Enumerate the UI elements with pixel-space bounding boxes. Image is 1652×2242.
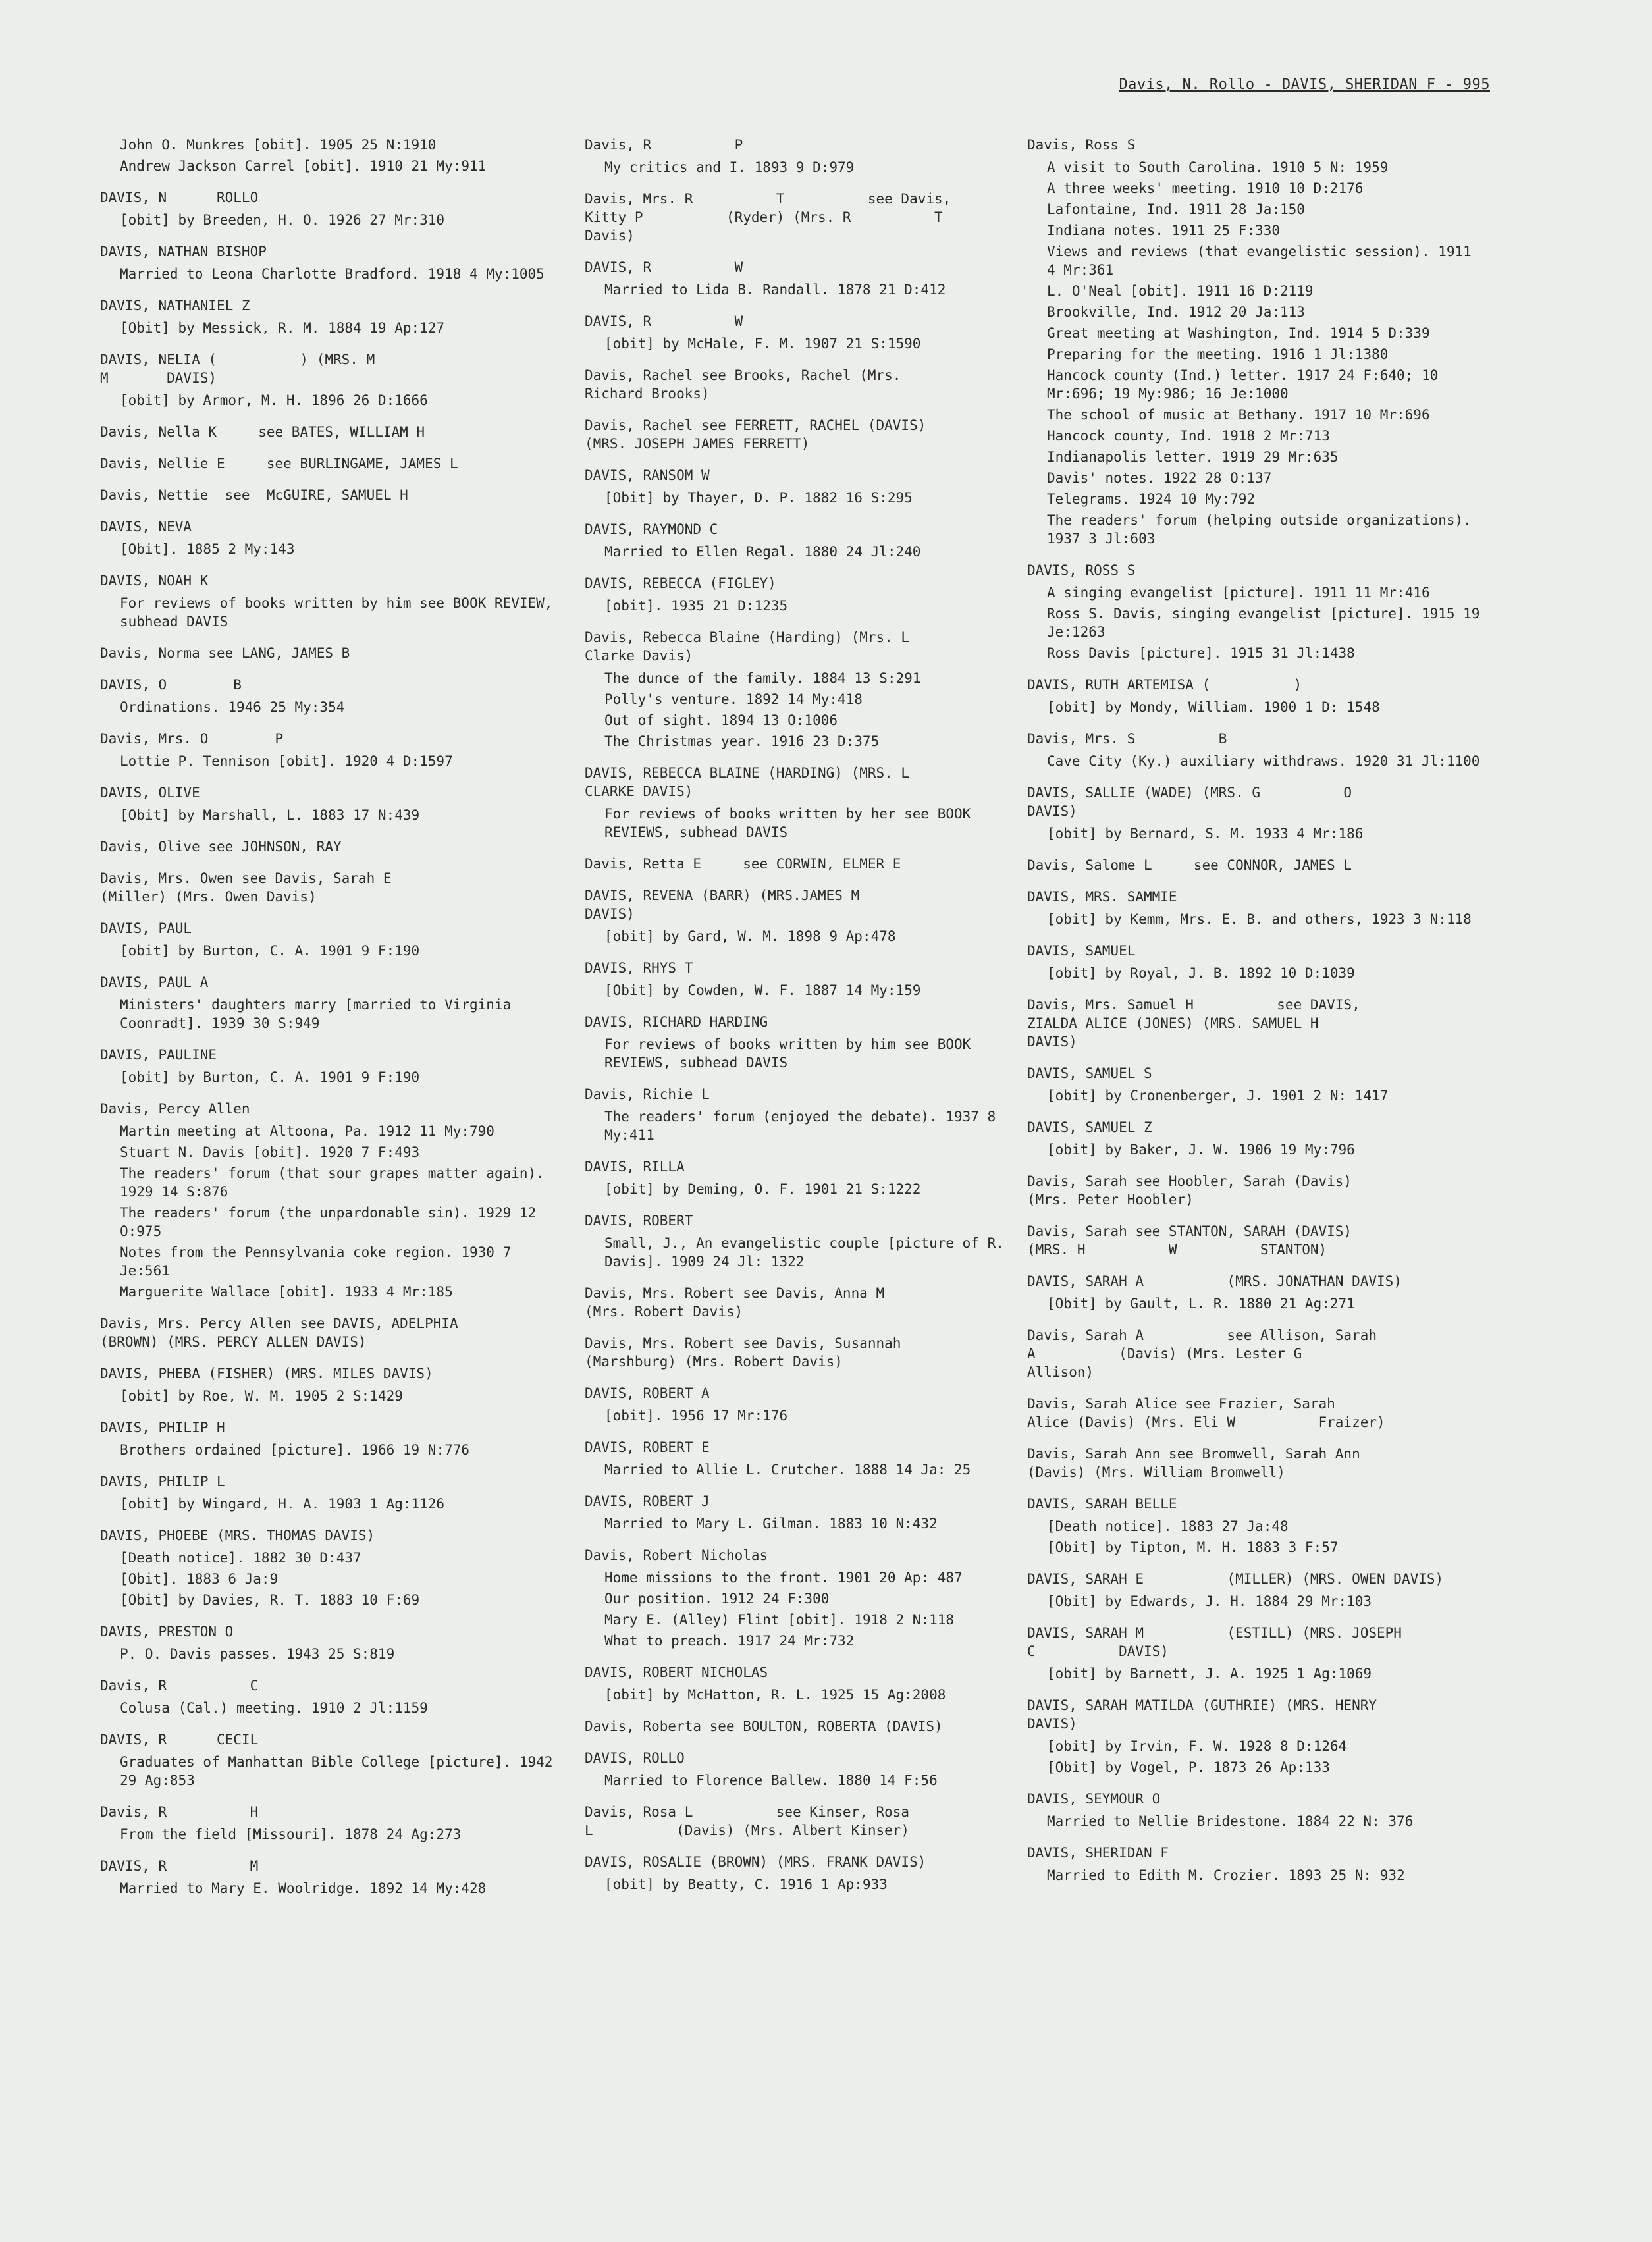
entry-citation: [Death notice]. 1882 30 D:437 bbox=[120, 1550, 361, 1566]
index-entry bbox=[100, 1314, 561, 1351]
index-entry bbox=[585, 1492, 1046, 1533]
index-entry bbox=[1027, 996, 1488, 1051]
index-entry bbox=[1027, 784, 1488, 843]
page-header: Davis, N. Rollo - DAVIS, SHERIDAN F - 995 bbox=[1119, 76, 1490, 93]
index-entry bbox=[1027, 1790, 1488, 1830]
index-entry bbox=[585, 628, 1046, 751]
index-entry bbox=[1027, 730, 1488, 770]
entry-citation: [Obit] by Vogel, P. 1873 26 Ap:133 bbox=[1047, 1759, 1330, 1775]
entry-citation: [obit] by Royal, J. B. 1892 10 D:1039 bbox=[1047, 965, 1355, 981]
index-entry bbox=[100, 644, 561, 662]
index-entry bbox=[1027, 1696, 1488, 1776]
index-entry bbox=[585, 258, 1046, 299]
entry-citation: Brookville, Ind. 1912 20 Ja:113 bbox=[1047, 304, 1305, 320]
index-entry bbox=[100, 136, 561, 175]
entry-citation: The readers' forum (the unpardonable sin). 1929 12 O:975 bbox=[120, 1205, 545, 1239]
entry-citation: [obit] by Kemm, Mrs. E. B. and others, 1923 3 N:118 bbox=[1047, 911, 1472, 927]
entry-heading: DAVIS, RUTH ARTEMISA ( ) bbox=[1027, 677, 1302, 693]
index-entry bbox=[100, 518, 561, 558]
index-entry bbox=[585, 1158, 1046, 1198]
entry-citation: Married to Nellie Bridestone. 1884 22 N: 376 bbox=[1047, 1813, 1414, 1829]
entry-heading: DAVIS, PHEBA (FISHER) (MRS. MILES DAVIS) bbox=[100, 1366, 433, 1381]
entry-heading: Davis, Mrs. Robert see Davis, Susannah (Marshburg) (Mrs. Robert Davis) bbox=[585, 1335, 901, 1370]
entry-citation: [obit] by Wingard, H. A. 1903 1 Ag:1126 bbox=[120, 1496, 445, 1512]
entry-citation: Colusa (Cal.) meeting. 1910 2 Jl:1159 bbox=[120, 1700, 428, 1716]
entry-citation: Our position. 1912 24 F:300 bbox=[604, 1591, 830, 1607]
entry-citation: John O. Munkres [obit]. 1905 25 N:1910 bbox=[120, 137, 437, 153]
entry-heading: Davis, Salome L see CONNOR, JAMES L bbox=[1027, 857, 1352, 873]
entry-heading: DAVIS, SAMUEL bbox=[1027, 943, 1136, 959]
entry-heading: DAVIS, ROBERT A bbox=[585, 1385, 710, 1401]
index-entry bbox=[1027, 942, 1488, 982]
index-entry bbox=[585, 1803, 1046, 1840]
entry-heading: Davis, Mrs. S B bbox=[1027, 731, 1227, 747]
index-entry bbox=[585, 1438, 1046, 1479]
index-entry bbox=[100, 973, 561, 1032]
index-entry bbox=[100, 919, 561, 960]
entry-citation: P. O. Davis passes. 1943 25 S:819 bbox=[120, 1646, 395, 1662]
index-entry bbox=[585, 959, 1046, 1000]
entry-heading: DAVIS, ROBERT J bbox=[585, 1493, 710, 1509]
index-entry bbox=[1027, 1495, 1488, 1557]
entry-citation: The dunce of the family. 1884 13 S:291 bbox=[604, 670, 921, 686]
entry-citation: A singing evangelist [picture]. 1911 11 Mr:416 bbox=[1047, 585, 1430, 601]
entry-citation: [Obit] by Marshall, L. 1883 17 N:439 bbox=[120, 807, 420, 823]
index-entry bbox=[585, 1717, 1046, 1736]
index-entry bbox=[100, 1803, 561, 1844]
index-entry bbox=[100, 188, 561, 229]
entry-heading: Davis, Rebecca Blaine (Harding) (Mrs. L Clarke Davis) bbox=[585, 629, 910, 664]
entry-heading: Davis, Retta E see CORWIN, ELMER E bbox=[585, 856, 901, 872]
entry-citation: [Obit] by Tipton, M. H. 1883 3 F:57 bbox=[1047, 1539, 1339, 1555]
entry-heading: DAVIS, ROSS S bbox=[1027, 562, 1136, 578]
entry-heading: DAVIS, O B bbox=[100, 677, 242, 693]
entry-citation: Indianapolis letter. 1919 29 Mr:635 bbox=[1047, 449, 1339, 465]
entry-citation: Ordinations. 1946 25 My:354 bbox=[120, 699, 345, 715]
index-column-1 bbox=[100, 136, 561, 1911]
entry-citation: [obit] by Burton, C. A. 1901 9 F:190 bbox=[120, 943, 420, 959]
entry-citation: Married to Florence Ballew. 1880 14 F:56 bbox=[604, 1773, 938, 1788]
entry-citation: Small, J., An evangelistic couple [picture of R. Davis]. 1909 24 Jl: 1322 bbox=[604, 1235, 1013, 1269]
entry-heading: DAVIS, ROBERT bbox=[585, 1213, 693, 1229]
entry-heading: DAVIS, REBECCA (FIGLEY) bbox=[585, 575, 776, 591]
entry-heading: DAVIS, REBECCA BLAINE (HARDING) (MRS. L CLARKE DAVIS) bbox=[585, 765, 910, 799]
entry-citation: [obit]. 1935 21 D:1235 bbox=[604, 598, 788, 614]
index-entry bbox=[100, 1046, 561, 1086]
index-entry bbox=[100, 1676, 561, 1717]
entry-citation: Married to Ellen Regal. 1880 24 Jl:240 bbox=[604, 544, 921, 560]
entry-citation: My critics and I. 1893 9 D:979 bbox=[604, 159, 855, 175]
entry-citation: Married to Leona Charlotte Bradford. 1918 4 My:1005 bbox=[120, 266, 545, 282]
entry-heading: Davis, Mrs. Robert see Davis, Anna M (Mrs. Robert Davis) bbox=[585, 1285, 885, 1320]
index-entry bbox=[585, 1334, 1046, 1371]
index-entry bbox=[585, 416, 1046, 453]
entry-citation: [obit] by Bernard, S. M. 1933 4 Mr:186 bbox=[1047, 826, 1364, 841]
entry-heading: DAVIS, PAUL A bbox=[100, 974, 209, 990]
entry-heading: DAVIS, SARAH E (MILLER) (MRS. OWEN DAVIS) bbox=[1027, 1571, 1444, 1587]
entry-citation: Notes from the Pennsylvania coke region. 1930 7 Je:561 bbox=[120, 1244, 520, 1279]
index-entry bbox=[585, 1749, 1046, 1790]
entry-heading: DAVIS, SHERIDAN F bbox=[1027, 1845, 1169, 1861]
index-entry bbox=[1027, 1272, 1488, 1313]
index-entry bbox=[585, 1212, 1046, 1271]
entry-citation: Indiana notes. 1911 25 F:330 bbox=[1047, 223, 1281, 238]
entry-heading: DAVIS, RHYS T bbox=[585, 960, 693, 976]
index-entry bbox=[585, 1663, 1046, 1704]
entry-citation: L. O'Neal [obit]. 1911 16 D:2119 bbox=[1047, 283, 1314, 299]
entry-heading: DAVIS, N ROLLO bbox=[100, 190, 259, 205]
index-entry bbox=[1027, 136, 1488, 548]
index-column-2 bbox=[585, 136, 1046, 1907]
entry-heading: Davis, Rachel see Brooks, Rachel (Mrs. Richard Brooks) bbox=[585, 367, 901, 402]
entry-heading: Davis, Norma see LANG, JAMES B bbox=[100, 645, 350, 661]
entry-citation: [obit] by Deming, O. F. 1901 21 S:1222 bbox=[604, 1181, 921, 1197]
index-entry bbox=[585, 1284, 1046, 1321]
entry-citation: The readers' forum (helping outside organizations). 1937 3 Jl:603 bbox=[1047, 512, 1480, 547]
entry-heading: DAVIS, SAMUEL Z bbox=[1027, 1119, 1152, 1135]
entry-citation: [obit] by Cronenberger, J. 1901 2 N: 1417 bbox=[1047, 1088, 1389, 1104]
index-entry bbox=[585, 1085, 1046, 1144]
index-entry bbox=[100, 242, 561, 283]
entry-heading: DAVIS, PAULINE bbox=[100, 1047, 217, 1063]
entry-citation: Ministers' daughters marry [married to Virginia Coonradt]. 1939 30 S:949 bbox=[120, 997, 520, 1031]
index-entry bbox=[585, 1384, 1046, 1425]
entry-citation: Ross S. Davis, singing evangelist [picture]. 1915 19 Je:1263 bbox=[1047, 606, 1489, 640]
entry-heading: Davis, Sarah see Hoobler, Sarah (Davis) (Mrs. Peter Hoobler) bbox=[1027, 1173, 1352, 1208]
entry-heading: DAVIS, R M bbox=[100, 1858, 259, 1874]
index-entry bbox=[1027, 1570, 1488, 1611]
entry-citation: Lottie P. Tennison [obit]. 1920 4 D:1597 bbox=[120, 753, 453, 769]
index-entry bbox=[1027, 888, 1488, 928]
index-entry bbox=[1027, 1064, 1488, 1105]
entry-citation: Hancock county, Ind. 1918 2 Mr:713 bbox=[1047, 428, 1330, 444]
index-entry bbox=[100, 1857, 561, 1898]
entry-citation: Polly's venture. 1892 14 My:418 bbox=[604, 691, 863, 707]
index-entry bbox=[585, 366, 1046, 403]
index-entry bbox=[100, 1526, 561, 1609]
index-entry bbox=[100, 869, 561, 906]
entry-heading: Davis, Ross S bbox=[1027, 137, 1136, 153]
entry-citation: Marguerite Wallace [obit]. 1933 4 Mr:185 bbox=[120, 1284, 453, 1300]
entry-heading: DAVIS, PHOEBE (MRS. THOMAS DAVIS) bbox=[100, 1528, 375, 1543]
entry-heading: DAVIS, SEYMOUR O bbox=[1027, 1791, 1161, 1807]
entry-citation: A three weeks' meeting. 1910 10 D:2176 bbox=[1047, 180, 1364, 196]
index-entry bbox=[585, 136, 1046, 176]
entry-citation: [obit] by McHatton, R. L. 1925 15 Ag:2008 bbox=[604, 1687, 946, 1703]
entry-heading: Davis, Percy Allen bbox=[100, 1101, 250, 1117]
index-column-3 bbox=[1027, 136, 1488, 1898]
index-entry bbox=[1027, 1172, 1488, 1209]
entry-heading: DAVIS, SAMUEL S bbox=[1027, 1065, 1152, 1081]
index-entry bbox=[100, 1622, 561, 1663]
entry-heading: Davis, Rosa L see Kinser, Rosa L (Davis) (Mrs. Albert Kinser) bbox=[585, 1804, 910, 1838]
entry-citation: [obit] by Armor, M. H. 1896 26 D:1666 bbox=[120, 392, 428, 408]
index-entry bbox=[100, 486, 561, 504]
index-entry bbox=[100, 1418, 561, 1459]
entry-heading: Davis, Mrs. Owen see Davis, Sarah E (Miller) (Mrs. Owen Davis) bbox=[100, 870, 392, 905]
entry-citation: [obit] by Mondy, William. 1900 1 D: 1548 bbox=[1047, 699, 1380, 715]
index-entry bbox=[100, 730, 561, 770]
index-entry bbox=[100, 1472, 561, 1513]
index-entry bbox=[1027, 1118, 1488, 1159]
entry-heading: DAVIS, R W bbox=[585, 313, 743, 329]
index-entry bbox=[1027, 856, 1488, 874]
index-entry bbox=[100, 350, 561, 410]
entry-citation: Cave City (Ky.) auxiliary withdraws. 1920 31 Jl:1100 bbox=[1047, 753, 1480, 769]
index-entry bbox=[585, 1853, 1046, 1894]
entry-citation: [obit] by Beatty, C. 1916 1 Ap:933 bbox=[604, 1877, 888, 1892]
entry-heading: DAVIS, RAYMOND C bbox=[585, 521, 718, 537]
entry-heading: DAVIS, ROBERT E bbox=[585, 1439, 710, 1455]
index-entry bbox=[585, 855, 1046, 873]
entry-citation: For reviews of books written by him see BOOK REVIEWS, subhead DAVIS bbox=[604, 1036, 979, 1071]
entry-heading: DAVIS, NATHANIEL Z bbox=[100, 298, 250, 313]
index-entry bbox=[100, 296, 561, 337]
entry-heading: DAVIS, PHILIP H bbox=[100, 1420, 225, 1435]
entry-citation: Views and reviews (that evangelistic session). 1911 4 Mr:361 bbox=[1047, 244, 1480, 278]
index-entry bbox=[1027, 1445, 1488, 1481]
index-entry bbox=[585, 1546, 1046, 1650]
index-entry bbox=[585, 466, 1046, 507]
entry-citation: Martin meeting at Altoona, Pa. 1912 11 My:790 bbox=[120, 1123, 494, 1139]
entry-heading: DAVIS, PRESTON O bbox=[100, 1624, 234, 1640]
entry-citation: [Obit] by Thayer, D. P. 1882 16 S:295 bbox=[604, 490, 913, 506]
entry-citation: Out of sight. 1894 13 O:1006 bbox=[604, 712, 838, 728]
entry-citation: Brothers ordained [picture]. 1966 19 N:776 bbox=[120, 1442, 470, 1458]
entry-heading: Davis, Sarah Ann see Bromwell, Sarah Ann (Davis) (Mrs. William Bromwell) bbox=[1027, 1446, 1360, 1480]
entry-heading: Davis, Sarah A see Allison, Sarah A (Davis) (Mrs. Lester G Allison) bbox=[1027, 1327, 1377, 1380]
entry-citation: Home missions to the front. 1901 20 Ap: 487 bbox=[604, 1570, 963, 1586]
entry-heading: DAVIS, SALLIE (WADE) (MRS. G O DAVIS) bbox=[1027, 785, 1352, 819]
index-entry bbox=[100, 454, 561, 473]
index-entry bbox=[100, 676, 561, 716]
entry-citation: [obit] by Baker, J. W. 1906 19 My:796 bbox=[1047, 1142, 1355, 1158]
entry-heading: Davis, Mrs. Samuel H see DAVIS, ZIALDA ALICE (JONES) (MRS. SAMUEL H DAVIS) bbox=[1027, 997, 1360, 1050]
entry-citation: For reviews of books written by her see BOOK REVIEWS, subhead DAVIS bbox=[604, 806, 979, 840]
index-entry bbox=[100, 423, 561, 441]
index-entry bbox=[100, 1100, 561, 1301]
entry-citation: [Obit] by Davies, R. T. 1883 10 F:69 bbox=[120, 1592, 420, 1608]
entry-heading: DAVIS, R CECIL bbox=[100, 1732, 259, 1748]
entry-heading: Davis, Nella K see BATES, WILLIAM H bbox=[100, 424, 425, 440]
entry-heading: Davis, Roberta see BOULTON, ROBERTA (DAVIS) bbox=[585, 1719, 943, 1734]
entry-citation: The school of music at Bethany. 1917 10 Mr:696 bbox=[1047, 407, 1430, 423]
index-entry bbox=[585, 886, 1046, 946]
entry-citation: Stuart N. Davis [obit]. 1920 7 F:493 bbox=[120, 1144, 420, 1160]
index-entry bbox=[100, 572, 561, 631]
entry-citation: [Obit] by Messick, R. M. 1884 19 Ap:127 bbox=[120, 320, 445, 336]
entry-heading: DAVIS, R W bbox=[585, 259, 743, 275]
entry-citation: [Obit]. 1885 2 My:143 bbox=[120, 541, 295, 557]
entry-citation: The readers' forum (that sour grapes matter again). 1929 14 S:876 bbox=[120, 1165, 553, 1200]
entry-heading: Davis, Olive see JOHNSON, RAY bbox=[100, 839, 342, 855]
entry-heading: DAVIS, NOAH K bbox=[100, 573, 209, 589]
entry-citation: Hancock county (Ind.) letter. 1917 24 F:640; 10 Mr:696; 19 My:986; 16 Je:1000 bbox=[1047, 367, 1447, 402]
index-entry bbox=[100, 1730, 561, 1790]
index-entry bbox=[1027, 1222, 1488, 1259]
entry-citation: Married to Allie L. Crutcher. 1888 14 Ja: 25 bbox=[604, 1462, 971, 1478]
entry-heading: Davis, Sarah see STANTON, SARAH (DAVIS) (MRS. H W STANTON) bbox=[1027, 1223, 1352, 1258]
entry-citation: [obit] by Barnett, J. A. 1925 1 Ag:1069 bbox=[1047, 1666, 1372, 1682]
entry-citation: [obit] by Breeden, H. O. 1926 27 Mr:310 bbox=[120, 212, 445, 228]
entry-citation: What to preach. 1917 24 Mr:732 bbox=[604, 1633, 855, 1649]
entry-citation: The readers' forum (enjoyed the debate). 1937 8 My:411 bbox=[604, 1109, 1004, 1143]
entry-heading: DAVIS, ROSALIE (BROWN) (MRS. FRANK DAVIS) bbox=[585, 1854, 926, 1870]
index-entry bbox=[585, 1013, 1046, 1072]
index-entry bbox=[585, 190, 1046, 245]
entry-heading: DAVIS, PHILIP L bbox=[100, 1474, 225, 1489]
entry-heading: DAVIS, MRS. SAMMIE bbox=[1027, 889, 1177, 905]
index-entry bbox=[100, 838, 561, 856]
entry-citation: [Obit] by Cowden, W. F. 1887 14 My:159 bbox=[604, 982, 921, 998]
entry-citation: Graduates of Manhattan Bible College [picture]. 1942 29 Ag:853 bbox=[120, 1754, 562, 1788]
entry-heading: Davis, R H bbox=[100, 1804, 259, 1820]
index-entry bbox=[1027, 561, 1488, 662]
entry-heading: Davis, Mrs. R T see Davis, Kitty P (Ryder) (Mrs. R T Davis) bbox=[585, 191, 951, 244]
entry-citation: [obit] by McHale, F. M. 1907 21 S:1590 bbox=[604, 336, 921, 352]
entry-heading: DAVIS, NELIA ( ) (MRS. M M DAVIS) bbox=[100, 352, 375, 386]
entry-citation: Ross Davis [picture]. 1915 31 Jl:1438 bbox=[1047, 645, 1355, 661]
entry-heading: DAVIS, PAUL bbox=[100, 921, 192, 936]
entry-citation: Lafontaine, Ind. 1911 28 Ja:150 bbox=[1047, 201, 1305, 217]
entry-heading: DAVIS, RILLA bbox=[585, 1159, 685, 1175]
entry-citation: Great meeting at Washington, Ind. 1914 5 D:339 bbox=[1047, 325, 1430, 341]
entry-citation: Andrew Jackson Carrel [obit]. 1910 21 My:911 bbox=[120, 158, 487, 174]
entry-heading: Davis, Mrs. Percy Allen see DAVIS, ADELPHIA (BROWN) (MRS. PERCY ALLEN DAVIS) bbox=[100, 1316, 458, 1350]
index-entry bbox=[585, 764, 1046, 841]
entry-heading: DAVIS, RANSOM W bbox=[585, 467, 710, 483]
entry-heading: Davis, R C bbox=[100, 1678, 259, 1694]
entry-heading: Davis, Richie L bbox=[585, 1086, 710, 1102]
index-entry bbox=[1027, 676, 1488, 716]
entry-heading: DAVIS, SARAH BELLE bbox=[1027, 1496, 1177, 1512]
entry-citation: [Obit] by Edwards, J. H. 1884 29 Mr:103 bbox=[1047, 1593, 1372, 1609]
entry-citation: A visit to South Carolina. 1910 5 N: 1959 bbox=[1047, 159, 1389, 175]
index-entry bbox=[1027, 1326, 1488, 1381]
entry-heading: DAVIS, ROBERT NICHOLAS bbox=[585, 1665, 768, 1680]
entry-citation: From the field [Missouri]. 1878 24 Ag:273 bbox=[120, 1827, 462, 1842]
entry-citation: Davis' notes. 1922 28 O:137 bbox=[1047, 470, 1272, 486]
entry-citation: [Obit] by Gault, L. R. 1880 21 Ag:271 bbox=[1047, 1296, 1355, 1312]
entry-citation: Preparing for the meeting. 1916 1 Jl:1380 bbox=[1047, 346, 1389, 362]
entry-citation: Married to Lida B. Randall. 1878 21 D:412 bbox=[604, 282, 946, 298]
entry-citation: Married to Mary L. Gilman. 1883 10 N:432 bbox=[604, 1516, 938, 1532]
index-entry bbox=[1027, 1624, 1488, 1683]
entry-heading: Davis, Robert Nicholas bbox=[585, 1547, 768, 1563]
entry-heading: Davis, Mrs. O P bbox=[100, 731, 284, 747]
entry-heading: DAVIS, OLIVE bbox=[100, 785, 200, 801]
entry-citation: [obit] by Irvin, F. W. 1928 8 D:1264 bbox=[1047, 1738, 1347, 1754]
index-entry bbox=[100, 1364, 561, 1405]
index-entry bbox=[1027, 1844, 1488, 1884]
entry-heading: DAVIS, ROLLO bbox=[585, 1750, 685, 1766]
index-entry bbox=[1027, 1395, 1488, 1431]
entry-citation: [obit]. 1956 17 Mr:176 bbox=[604, 1408, 788, 1424]
index-entry bbox=[585, 574, 1046, 615]
entry-heading: DAVIS, SARAH M (ESTILL) (MRS. JOSEPH C DAVIS) bbox=[1027, 1625, 1402, 1659]
entry-heading: DAVIS, NATHAN BISHOP bbox=[100, 244, 267, 259]
entry-citation: For reviews of books written by him see BOOK REVIEW, subhead DAVIS bbox=[120, 595, 562, 629]
entry-citation: [obit] by Gard, W. M. 1898 9 Ap:478 bbox=[604, 928, 896, 944]
index-entry bbox=[100, 784, 561, 824]
entry-heading: Davis, Nellie E see BURLINGAME, JAMES L bbox=[100, 456, 458, 471]
entry-citation: [obit] by Burton, C. A. 1901 9 F:190 bbox=[120, 1069, 420, 1085]
entry-citation: [Obit]. 1883 6 Ja:9 bbox=[120, 1571, 279, 1587]
entry-heading: Davis, R P bbox=[585, 137, 743, 153]
entry-heading: DAVIS, RICHARD HARDING bbox=[585, 1014, 768, 1030]
entry-heading: DAVIS, REVENA (BARR) (MRS.JAMES M DAVIS) bbox=[585, 888, 860, 922]
index-entry bbox=[585, 312, 1046, 353]
entry-heading: DAVIS, SARAH A (MRS. JONATHAN DAVIS) bbox=[1027, 1273, 1402, 1289]
entry-citation: [obit] by Roe, W. M. 1905 2 S:1429 bbox=[120, 1388, 403, 1404]
entry-heading: Davis, Rachel see FERRETT, RACHEL (DAVIS) (MRS. JOSEPH JAMES FERRETT) bbox=[585, 417, 926, 452]
entry-citation: Mary E. (Alley) Flint [obit]. 1918 2 N:118 bbox=[604, 1612, 955, 1628]
index-entry bbox=[585, 520, 1046, 561]
entry-heading: Davis, Sarah Alice see Frazier, Sarah Alice (Davis) (Mrs. Eli W Fraizer) bbox=[1027, 1396, 1385, 1430]
entry-citation: [Death notice]. 1883 27 Ja:48 bbox=[1047, 1518, 1289, 1534]
entry-citation: Telegrams. 1924 10 My:792 bbox=[1047, 491, 1256, 507]
entry-citation: The Christmas year. 1916 23 D:375 bbox=[604, 734, 880, 749]
entry-heading: DAVIS, NEVA bbox=[100, 519, 192, 535]
entry-citation: Married to Mary E. Woolridge. 1892 14 My:428 bbox=[120, 1881, 487, 1896]
entry-heading: DAVIS, SARAH MATILDA (GUTHRIE) (MRS. HENRY DAVIS) bbox=[1027, 1697, 1377, 1732]
entry-citation: Married to Edith M. Crozier. 1893 25 N: 932 bbox=[1047, 1867, 1405, 1883]
entry-heading: Davis, Nettie see McGUIRE, SAMUEL H bbox=[100, 487, 408, 503]
